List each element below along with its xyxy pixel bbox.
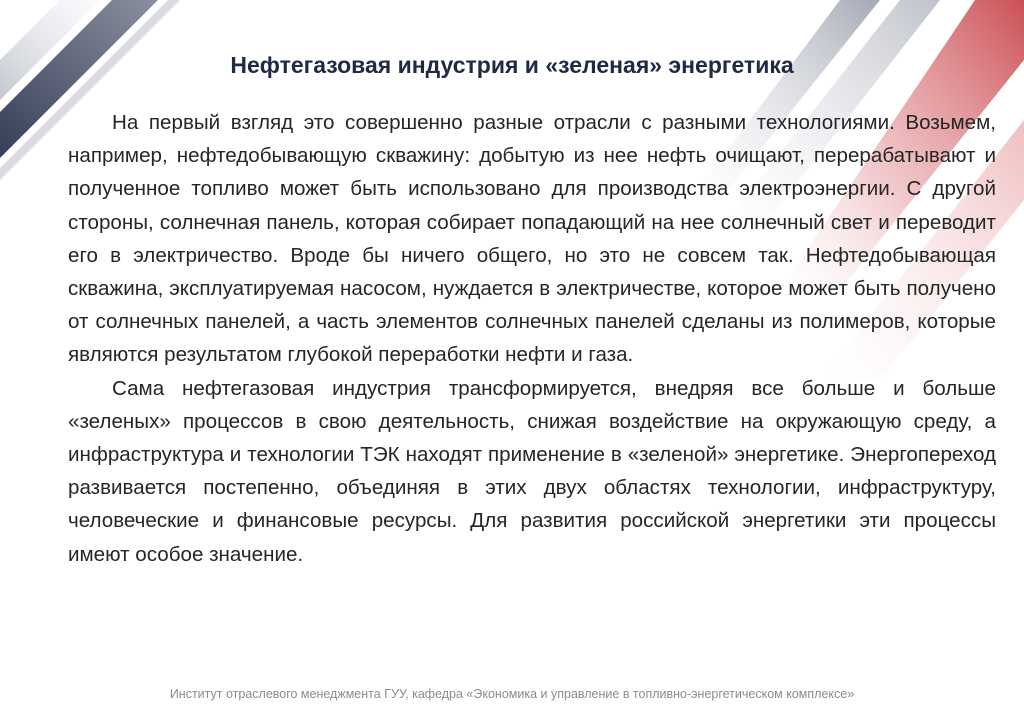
body-text — [68, 106, 996, 571]
footer-caption: Институт отраслевого менеджмента ГУУ, кафедра «Экономика и управление в топливно-энергетическом комплексе» — [169, 687, 855, 701]
paragraph-1: На первый взгляд это совершенно разные отрасли с разными технологиями. Возьмем, например, нефтедобывающую скважину: добытую из нее нефть очищают, перерабатывают и полученное топливо может быть использовано для производства электроэнергии. С другой стороны, солнечная панель, которая собирает попадающий на нее солнечный свет и переводит его в электричество. Вроде бы ничего общего, но это не совсем так. Нефтедобывающая скважина, эксплуатируемая насосом, нуждается в электричестве, которое может быть получено от солнечных панелей, а часть элементов солнечных панелей сделаны из полимеров, которые являются результатом глубокой переработки нефти и газа. — [68, 111, 996, 367]
paragraph-2: Сама нефтегазовая индустрия трансформируется, внедряя все больше и больше «зеленых» процессов в свою деятельность, снижая воздействие на окружающую среду, а инфраструктура и технологии ТЭК находят применение в «зеленой» энергетике. Энергопереход развивается постепенно, объединяя в этих двух областях технологии, инфраструктуру, человеческие и финансовые ресурсы. Для развития российской энергетики эти процессы имеют особое значение. — [68, 376, 996, 566]
slide-title: Нефтегазовая индустрия и «зеленая» энергетика — [230, 52, 794, 78]
